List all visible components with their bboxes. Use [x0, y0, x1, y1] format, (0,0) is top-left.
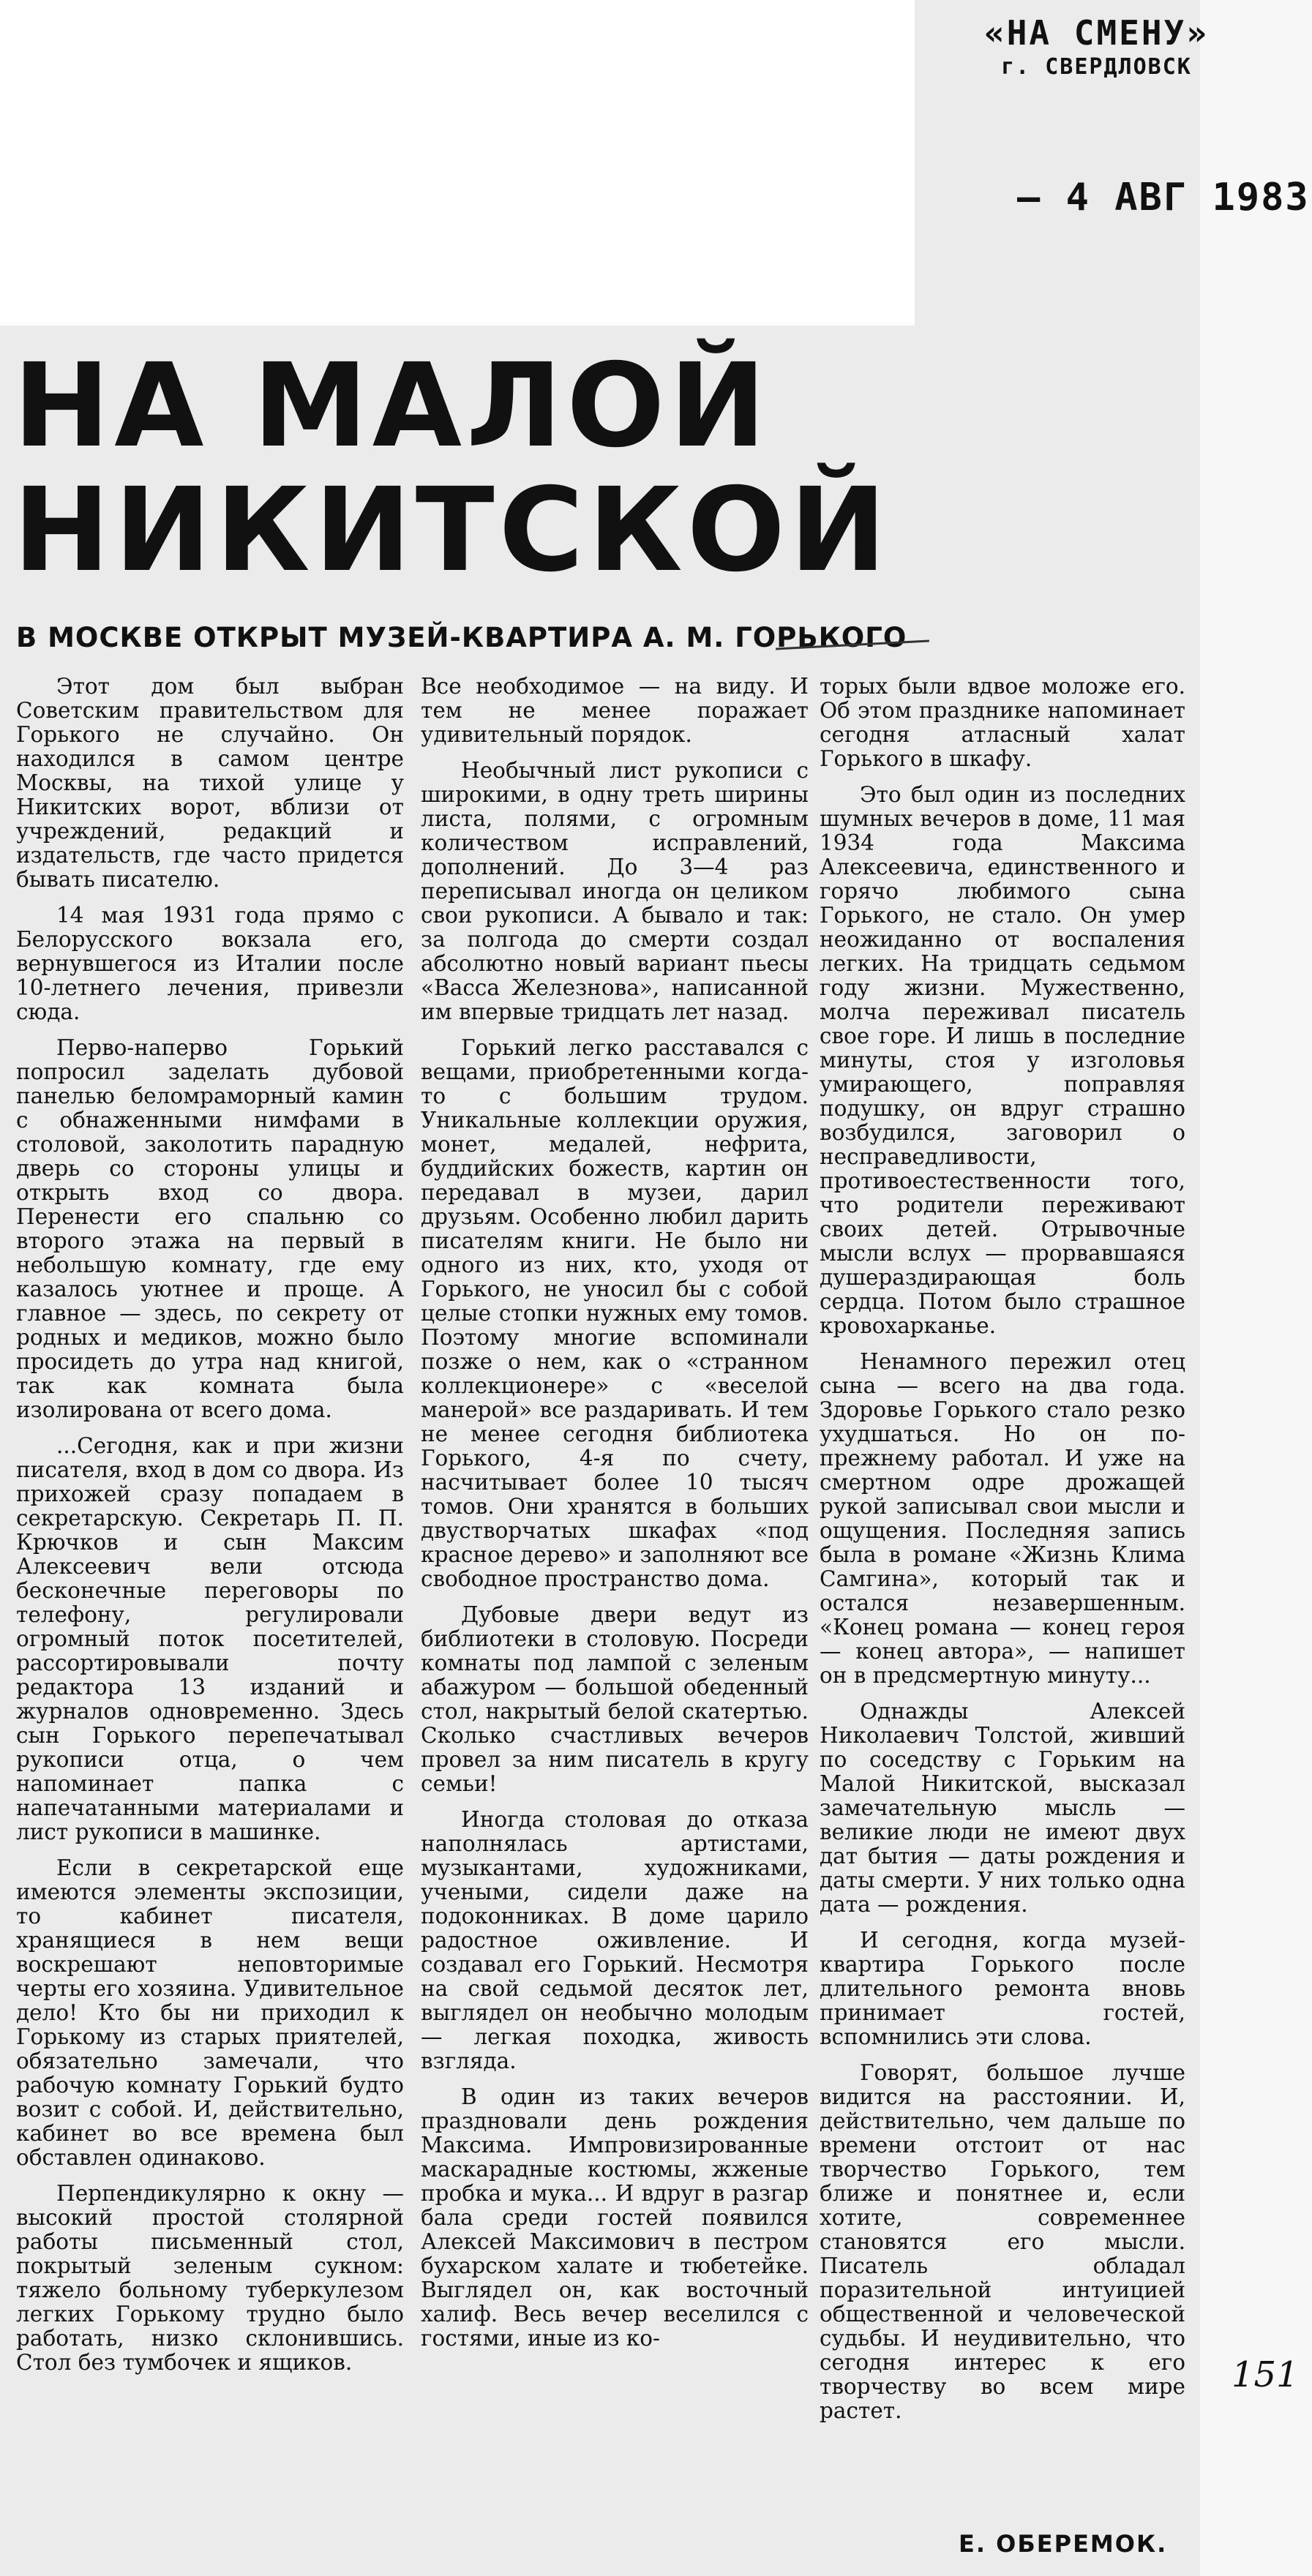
paragraph: Горький легко расставался с вещами, приобретенными когда-то с большим трудом. Уникальные коллекции оружия, монет, медалей, нефрита, буддийских божеств, картин он передавал в музеи, дарил друзьям. Особенно любил дарить писателям книги. Не было ни одного из них, кто, уходя от Горького, не уносил бы с собой целые стопки нужных ему томов. Поэтому многие вспоминали позже о нем, как о «странном коллекционере» с «веселой манерой» все раздаривать. И тем не менее сегодня библиотека Горького, 4-я по счету, насчитывает более 10 тысяч томов. Они хранятся в больших двустворчатых шкафах «под красное дерево» и заполняют все свободное пространство дома. [421, 1035, 809, 1591]
paragraph: Это был один из последних шумных вечеров в доме, 11 мая 1934 года Максима Алексеевича, единственного и горячо любимого сына Горького, не стало. Он умер неожиданно от воспаления легких. На тридцать седьмом году жизни. Мужественно, молча переживал писатель свое горе. И лишь в последние минуты, стоя у изголовья умирающего, поправляя подушку, он вдруг страшно возбудился, заговорил о несправедливости, противоестественности того, что родители переживают своих детей. Отрывочные мысли вслух — прорвавшаяся душераздирающая боль сердца. Потом было страшное кровохарканье. [820, 782, 1185, 1338]
paragraph: Необычный лист рукописи с широкими, в одну треть ширины листа, полями, с огромным количеством исправлений, дополнений. До 3—4 раз переписывал иногда он целиком свои рукописи. А бывало и так: за полгода до смерти создал абсолютно новый вариант пьесы «Васса Железнова», написанной им впервые тридцать лет назад. [421, 758, 809, 1024]
column-2 [421, 675, 809, 2362]
source-city: г. СВЕРДЛОВСК [1001, 54, 1192, 80]
paragraph-continued: Все необходимое — на виду. И тем не менее поражает удивительный порядок. [421, 674, 809, 747]
paragraph: Перпендикулярно к окну — высокий простой столярной работы письменный стол, покрытый зеленым сукном: тяжело больному туберкулезом легких Горькому трудно было работать, низко склонившись. Стол без тумбочек и ящиков. [16, 2181, 404, 2375]
paragraph: Однажды Алексей Николаевич Толстой, живший по соседству с Горьким на Малой Никитской, высказал замечательную мысль — великие люди не имеют двух дат бытия — даты рождения и даты смерти. У них только одна дата — рождения. [820, 1699, 1185, 1917]
article-title [13, 339, 891, 598]
column-1 [16, 675, 404, 2387]
paragraph-continued: торых были вдвое моложе его. Об этом празднике напоминает сегодня атласный халат Горького в шкафу. [820, 674, 1185, 771]
paragraph: Перво-наперво Горький попросил заделать дубовой панелью беломраморный камин с обнаженными нимфами в столовой, заколотить парадную дверь со стороны улицы и открыть вход со двора. Перенести его спальню со второго этажа на первый в небольшую комнату, где ему казалось уютнее и проще. А главное — здесь, по секрету от родных и медиков, можно было просидеть до утра над книгой, так как комната была изолирована от всего дома. [16, 1035, 404, 1422]
page-number: 151 [1232, 2354, 1299, 2395]
article-subtitle: В МОСКВЕ ОТКРЫТ МУЗЕЙ-КВАРТИРА А. М. ГОРЬКОГО [16, 622, 907, 653]
paragraph: И сегодня, когда музей-квартира Горького после длительного ремонта вновь принимает гостей, вспомнились эти слова. [820, 1928, 1185, 2049]
margin-strip [1200, 0, 1312, 2576]
author-signature: Е. ОБЕРЕМОК. [959, 2530, 1168, 2558]
date-stamp: — 4 АВГ 1983 [1017, 176, 1310, 219]
paragraph: Иногда столовая до отказа наполнялась артистами, музыкантами, художниками, учеными, сидели даже на подоконниках. В доме царило радостное оживление. И создавал его Горький. Несмотря на свой седьмой десяток лет, выглядел он необычно молодым — легкая походка, живость взгляда. [421, 1807, 809, 2073]
paragraph: Говорят, большое лучше видится на расстоянии. И, действительно, чем дальше по времени отстоит от нас творчество Горького, тем ближе и понятнее и, если хотите, современнее становятся его мысли. Писатель обладал поразительной интуицией общественной и человеческой судьбы. И неудивительно, что сегодня интерес к его творчеству во всем мире растет. [820, 2060, 1185, 2423]
paragraph: ...Сегодня, как и при жизни писателя, вход в дом со двора. Из прихожей сразу попадаем в секретарскую. Секретарь П. П. Крючков и сын Максим Алексеевич вели отсюда бесконечные переговоры по телефону, регулировали огромный поток посетителей, рассортировывали почту редактора 13 изданий и журналов одновременно. Здесь сын Горького перепечатывал рукописи отца, о чем напоминает папка с напечатанными материалами и лист рукописи в машинке. [16, 1433, 404, 1844]
title-line-2: НИКИТСКОЙ [13, 463, 891, 598]
paragraph: В один из таких вечеров праздновали день рождения Максима. Импровизированные маскарадные костюмы, жженые пробка и мука... И вдруг в разгар бала среди гостей появился Алексей Максимович в пестром бухарском халате и тюбетейке. Выглядел он, как восточный халиф. Весь вечер веселился с гостями, иные из ко- [421, 2084, 809, 2351]
paragraph: 14 мая 1931 года прямо с Белорусского вокзала его, вернувшегося из Италии после 10-летнего лечения, привезли сюда. [16, 903, 404, 1024]
source-name: «НА СМЕНУ» [984, 13, 1209, 53]
paragraph: Ненамного пережил отец сына — всего на два года. Здоровье Горького стало резко ухудшаться. Но он по-прежнему работал. И уже на смертном одре дрожащей рукой записывал свои мысли и ощущения. Последняя запись была в романе «Жизнь Клима Самгина», который так и остался незавершенным. «Конец романа — конец героя — конец автора», — напишет он в предсмертную минуту... [820, 1349, 1185, 1688]
title-line-1: НА МАЛОЙ [13, 339, 771, 473]
source-stamp [984, 13, 1209, 80]
paragraph: Если в секретарской еще имеются элементы экспозиции, то кабинет писателя, хранящиеся в нем вещи воскрешают неповторимые черты его хозяина. Удивительное дело! Кто бы ни приходил к Горькому из старых приятелей, обязательно замечали, что рабочую комнату Горький будто возит с собой. И, действительно, кабинет во все времена был обставлен одинаково. [16, 1855, 404, 2170]
paragraph: Дубовые двери ведут из библиотеки в столовую. Посреди комнаты под лампой с зеленым абажуром — большой обеденный стол, накрытый белой скатертью. Сколько счастливых вечеров провел за ним писатель в кругу семьи! [421, 1602, 809, 1796]
column-3 [820, 675, 1185, 2435]
paragraph: Этот дом был выбран Советским правительством для Горького не случайно. Он находился в самом центре Москвы, на тихой улице у Никитских ворот, вблизи от учреждений, редакций и издательств, где часто придется бывать писателю. [16, 674, 404, 892]
